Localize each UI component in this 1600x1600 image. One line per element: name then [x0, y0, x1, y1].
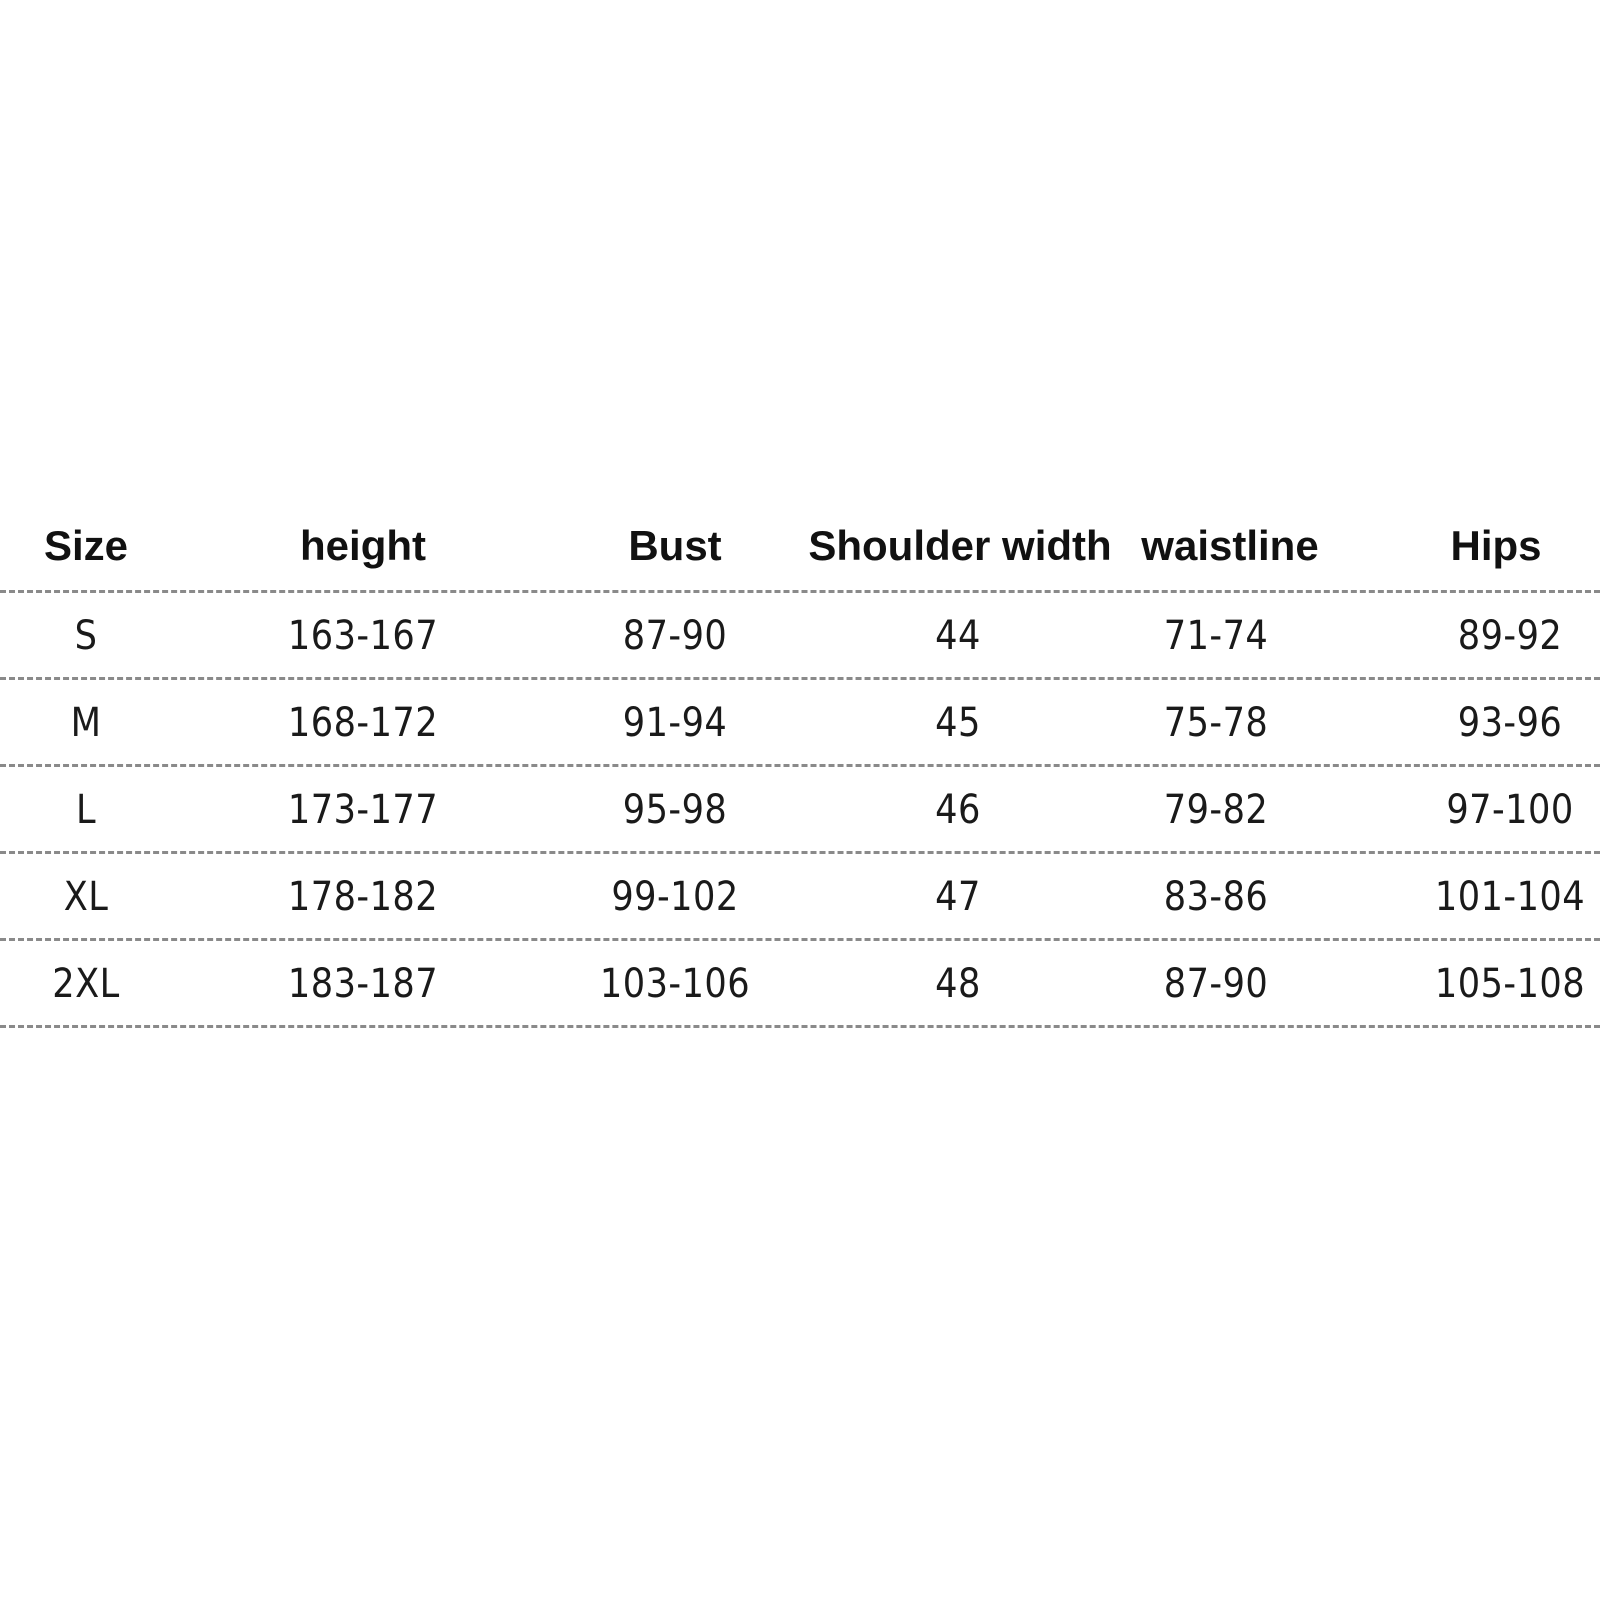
- cell-height: 173-177: [287, 787, 439, 833]
- table-row: [0, 767, 1600, 851]
- cell-hips: 97-100: [1446, 787, 1574, 833]
- row-divider: [0, 1025, 1600, 1028]
- header-bust: Bust: [628, 522, 722, 569]
- cell-size: S: [74, 613, 98, 659]
- size-chart-table: [0, 500, 1600, 1028]
- cell-waistline: 83-86: [1163, 874, 1269, 920]
- header-hips: Hips: [1450, 522, 1542, 569]
- cell-size: L: [75, 787, 97, 833]
- table-row: [0, 854, 1600, 938]
- cell-size: XL: [63, 874, 109, 920]
- header-size: Size: [43, 522, 129, 569]
- cell-height: 163-167: [287, 613, 439, 659]
- table-row: [0, 680, 1600, 764]
- header-height: height: [300, 522, 426, 569]
- header-row: [0, 500, 1600, 590]
- cell-hips: 105-108: [1434, 961, 1586, 1007]
- header-waistline: waistline: [1141, 522, 1319, 569]
- cell-bust: 87-90: [622, 613, 728, 659]
- cell-size: M: [70, 700, 102, 746]
- cell-bust: 91-94: [622, 700, 728, 746]
- cell-height: 168-172: [287, 700, 439, 746]
- cell-waistline: 71-74: [1163, 613, 1269, 659]
- cell-waistline: 75-78: [1163, 700, 1269, 746]
- cell-shoulder-width: 48: [935, 961, 981, 1007]
- table-row: [0, 941, 1600, 1025]
- cell-bust: 99-102: [611, 874, 739, 920]
- cell-bust: 103-106: [599, 961, 751, 1007]
- header-shoulder-width: Shoulder width: [808, 522, 1112, 569]
- cell-hips: 101-104: [1434, 874, 1586, 920]
- cell-bust: 95-98: [622, 787, 728, 833]
- cell-shoulder-width: 45: [935, 700, 981, 746]
- cell-shoulder-width: 46: [935, 787, 981, 833]
- cell-waistline: 79-82: [1163, 787, 1269, 833]
- cell-shoulder-width: 47: [935, 874, 981, 920]
- table-row: [0, 593, 1600, 677]
- cell-height: 178-182: [287, 874, 439, 920]
- cell-waistline: 87-90: [1163, 961, 1269, 1007]
- cell-size: 2XL: [52, 961, 120, 1007]
- cell-hips: 93-96: [1457, 700, 1563, 746]
- cell-height: 183-187: [287, 961, 439, 1007]
- cell-shoulder-width: 44: [935, 613, 981, 659]
- cell-hips: 89-92: [1457, 613, 1563, 659]
